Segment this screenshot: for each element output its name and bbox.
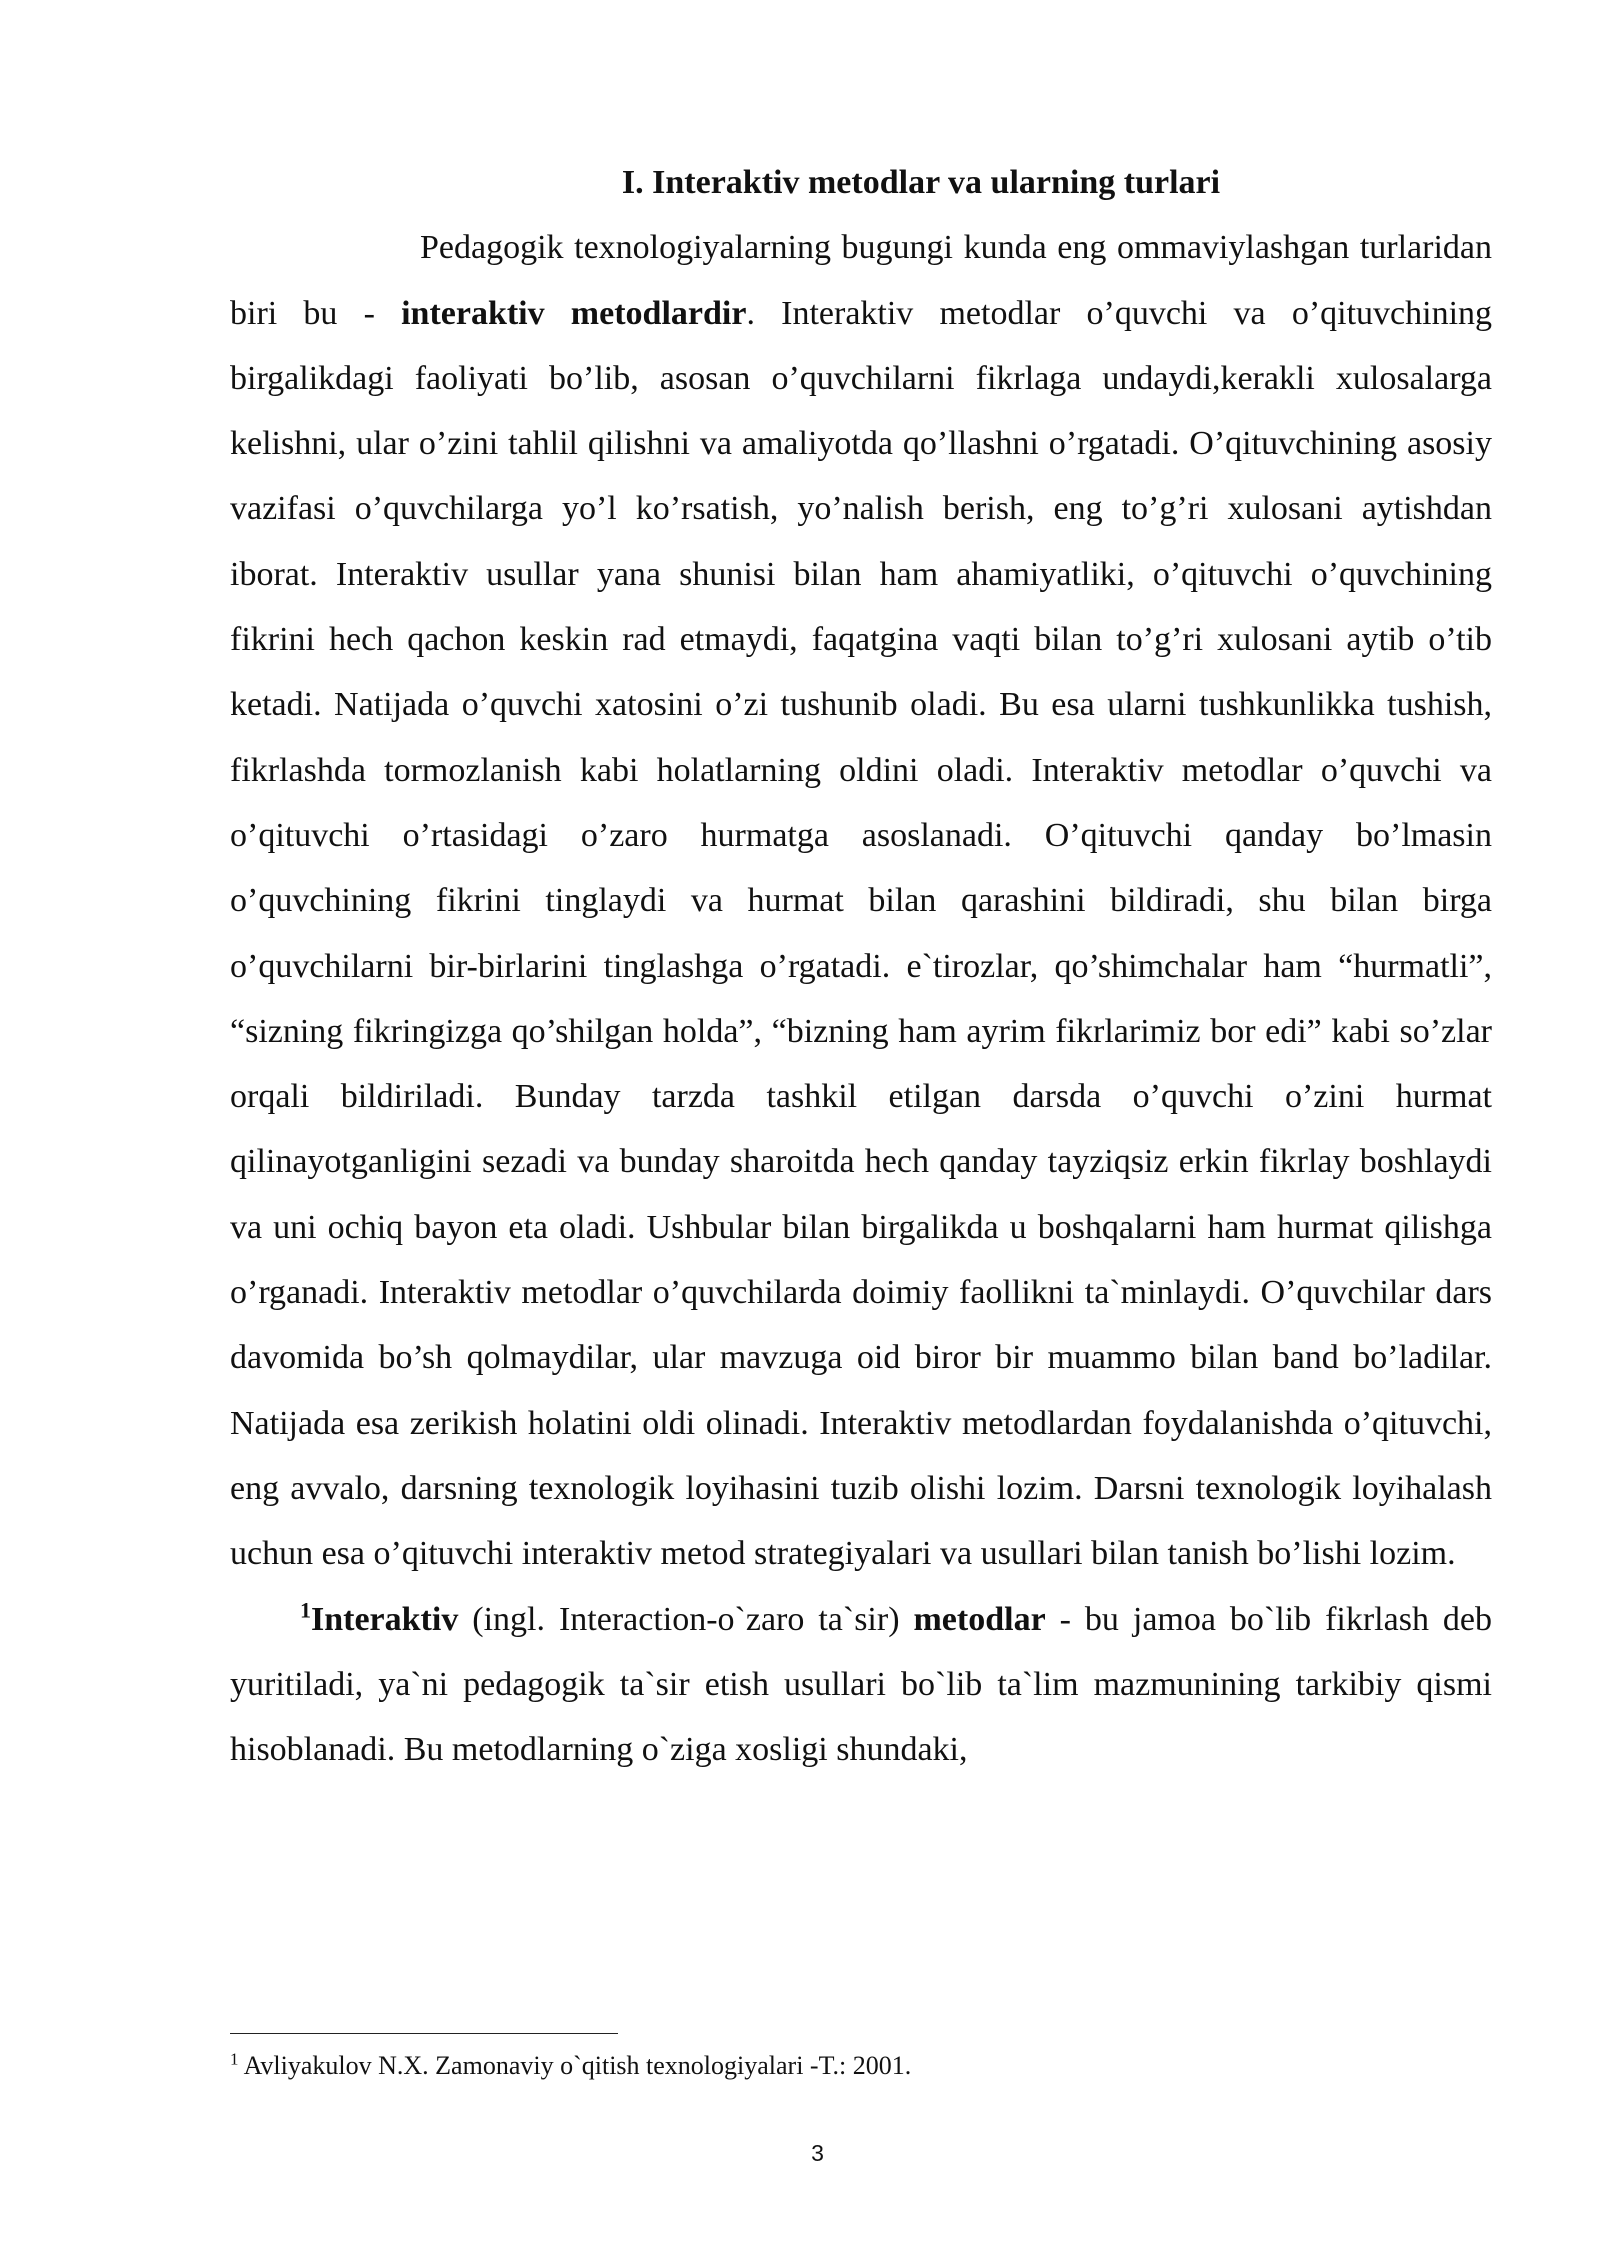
bold-term-interaktiv: Interaktiv (311, 1600, 459, 1638)
paragraph-definition (230, 1587, 1492, 1783)
main-text-block (230, 150, 1492, 1782)
footnote-marker: 1 (230, 2049, 239, 2069)
bold-term-metodlar: metodlar (913, 1600, 1046, 1638)
paragraph-definition-body: - bu jamoa bo`lib fikrlash deb yuritiladi, ya`ni pedagogik ta`sir etish usullari bo`lib ta`lim mazmunining tarkibiy qismi hisoblanadi. Bu metodlarning o`ziga xosligi shundaki, (230, 1600, 1492, 1769)
paragraph-intro-lead: Pedagogik texnologiyalarning bugungi kunda eng ommaviylashgan turlaridan biri bu - (230, 229, 1492, 332)
footnote (230, 2046, 1492, 2086)
paragraph-definition-middle: (ingl. Interaction-o`zaro ta`sir) (458, 1600, 914, 1638)
bold-term-interaktiv-metodlardir: interaktiv metodlardir (401, 294, 747, 332)
page-number: 3 (811, 2140, 824, 2166)
footnote-text: Avliyakulov N.X. Zamonaviy o`qitish texnologiyalari -T.: 2001. (238, 2051, 912, 2080)
footnote-reference[interactable]: 1 (300, 1597, 311, 1623)
page-title: I. Interaktiv metodlar va ularning turlari (621, 164, 1221, 201)
paragraph-intro-body: . Interaktiv metodlar o’quvchi va o’qituvchining birgalikdagi faoliyati bo’lib, asosan o’quvchilarni fikrlaga undaydi,kerakli xulosalarga kelishni, ular o’zini tahlil qilishni va amaliyotda qo’llashni o’rgatadi. O’qituvchining asosiy vazifasi o’quvchilarga yo’l ko’rsatish, yo’nalish berish, eng to’g’ri xulosani aytishdan iborat. Interaktiv usullar yana shunisi bilan ham ahamiyatliki, o’qituvchi o’quvchining fikrini hech qachon keskin rad etmaydi, faqatgina vaqti bilan to’g’ri xulosani aytib o’tib ketadi. Natijada o’quvchi xatosini o’zi tushunib oladi. Bu esa ularni tushkunlikka tushish, fikrlashda tormozlanish kabi holatlarning oldini oladi. Interaktiv metodlar o’quvchi va o’qituvchi o’rtasidagi o’zaro hurmatga asoslanadi. O’qituvchi qanday bo’lmasin o’quvchining fikrini tinglaydi va hurmat bilan qarashini bildiradi, shu bilan birga o’quvchilarni bir-birlarini tinglashga o’rgatadi. e`tirozlar, qo’shimchalar ham “hurmatli”, “sizning fikringizga qo’shilgan holda”, “bizning ham ayrim fikrlarimiz bor edi” kabi so’zlar orqali bildiriladi. Bunday tarzda tashkil etilgan darsda o’quvchi o’zini hurmat qilinayotganligini sezadi va bunday sharoitda hech qanday tayziqsiz erkin fikrlay boshlaydi va uni ochiq bayon eta oladi. Ushbular bilan birgalikda u boshqalarni ham hurmat qilishga o’rganadi. Interaktiv metodlar o’quvchilarda doimiy faollikni ta`minlaydi. O’quvchilar dars davomida bo’sh qolmaydilar, ular mavzuga oid biror bir muammo bilan band bo’ladilar. Natijada esa zerikish holatini oldi olinadi. Interaktiv metodlardan foydalanishda o’qituvchi, eng avvalo, darsning texnologik loyihasini tuzib olishi lozim. Darsni texnologik loyihalash uchun esa o’qituvchi interaktiv metod strategiyalari va usullari bilan tanish bo’lishi lozim. (230, 294, 1493, 1573)
footnote-separator (230, 2033, 618, 2034)
paragraph-intro (230, 215, 1492, 1586)
